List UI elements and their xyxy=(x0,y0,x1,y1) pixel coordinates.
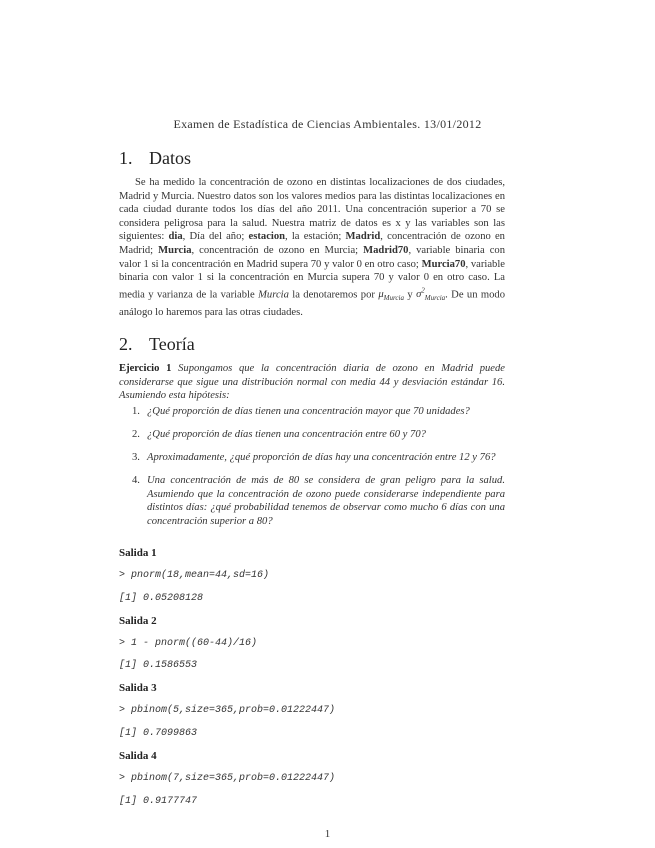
output-command: > pbinom(5,size=365,prob=0.01222447) xyxy=(119,705,336,716)
question-item xyxy=(119,451,505,465)
subscript: Murcia xyxy=(424,294,446,303)
output-command: > pnorm(18,mean=44,sd=16) xyxy=(119,570,270,581)
text-run: , variable binaria con valor 1 si la concentración en Madrid supera 70 y valor 0 en otro caso; xyxy=(119,244,505,270)
text-run: , la estación; xyxy=(285,231,346,243)
question-list xyxy=(119,405,505,538)
exercise-text: Supongamos que la concentración diaria de ozono en Madrid puede considerarse que sigue una distribución normal con media 44 y desviación estándar 16. Asumiendo esta hipótesis: xyxy=(119,363,505,402)
question-text: ¿Qué proporción de días tienen una concentración mayor que 70 unidades? xyxy=(147,406,470,417)
data-description-paragraph xyxy=(119,176,505,320)
exercise-statement xyxy=(119,362,505,403)
exercise-label: Ejercicio 1 xyxy=(119,363,172,374)
output-label: Salida 4 xyxy=(119,750,157,762)
page-number: 1 xyxy=(324,828,331,840)
text-run: la denotaremos por xyxy=(288,289,379,301)
question-number: 2. xyxy=(132,429,140,441)
question-item xyxy=(119,428,505,442)
section-heading-teoria xyxy=(119,334,195,355)
question-text: Aproximadamente, ¿qué proporción de días hay una concentración entre 12 y 76? xyxy=(147,452,496,464)
text-run: . De un modo análogo lo haremos para las otras ciudades. xyxy=(119,289,506,318)
subscript: Murcia xyxy=(383,294,404,303)
variable-name: Madrid70 xyxy=(363,244,409,256)
output-command: > pbinom(7,size=365,prob=0.01222447) xyxy=(119,773,336,784)
variable-name: Madrid xyxy=(345,231,381,243)
section-title: Teoría xyxy=(149,334,195,354)
variance-symbol xyxy=(416,286,446,303)
variable-name: Murcia xyxy=(158,244,192,256)
question-text: Una concentración de más de 80 se considera de gran peligro para la salud. Asumiendo que la concentración de ozono puede considerarse independiente para distintos días: ¿qué probabilidad tenemos de observar como mucho 6 días con una concentración superior a 80? xyxy=(147,475,505,528)
output-label: Salida 1 xyxy=(119,547,157,559)
question-number: 4. xyxy=(132,475,140,487)
section-heading-datos xyxy=(119,148,191,169)
output-result: [1] 0.7099863 xyxy=(119,728,198,739)
question-text: ¿Qué proporción de días tienen una concentración entre 60 y 70? xyxy=(147,429,426,441)
text-run: , concentración de ozono en Murcia; xyxy=(191,244,364,256)
text-run: , Día del año; xyxy=(182,231,249,243)
section-number: 2. xyxy=(119,334,133,354)
text-run: , concentración de ozono en Madrid; xyxy=(119,231,505,256)
text-run: , variable binaria con valor 1 si la concentración en Murcia supera 70 y valor 0 en otro caso. La media y varianza de la variable xyxy=(119,258,505,301)
mean-symbol xyxy=(378,289,404,303)
question-number: 1. xyxy=(132,406,140,417)
text-run: y xyxy=(404,289,417,301)
superscript: 2 xyxy=(421,286,425,295)
variable-name: dia xyxy=(168,231,183,243)
section-number: 1. xyxy=(119,148,133,168)
output-label: Salida 2 xyxy=(119,615,157,627)
variable-name: estacion xyxy=(248,231,286,243)
math-variable: Murcia xyxy=(258,289,289,301)
sigma-symbol: σ xyxy=(416,289,422,301)
output-result: [1] 0.1586553 xyxy=(119,660,198,671)
output-command: > 1 - pnorm((60-44)/16) xyxy=(119,638,258,649)
question-item xyxy=(119,405,505,419)
output-result: [1] 0.05208128 xyxy=(119,593,204,604)
exam-header: Examen de Estadística de Ciencias Ambientales. 13/01/2012 xyxy=(173,117,482,131)
section-title: Datos xyxy=(149,148,191,168)
text-run: Se ha medido la concentración de ozono en distintas localizaciones de dos ciudades, Madrid y Murcia. Nuestro datos son los valores medios para las distintas localizaciones en cada ciudad durante todos los días del año 2011. Una concentración superior a 70 se considera peligrosa para la salud. Nuestra matriz de datos es x y las variables son las siguientes: xyxy=(119,177,505,243)
output-label: Salida 3 xyxy=(119,682,157,694)
output-result: [1] 0.9177747 xyxy=(119,796,198,807)
question-number: 3. xyxy=(132,452,140,464)
variable-name: Murcia70 xyxy=(421,258,466,270)
mu-symbol: μ xyxy=(378,289,384,301)
question-item xyxy=(119,474,505,528)
